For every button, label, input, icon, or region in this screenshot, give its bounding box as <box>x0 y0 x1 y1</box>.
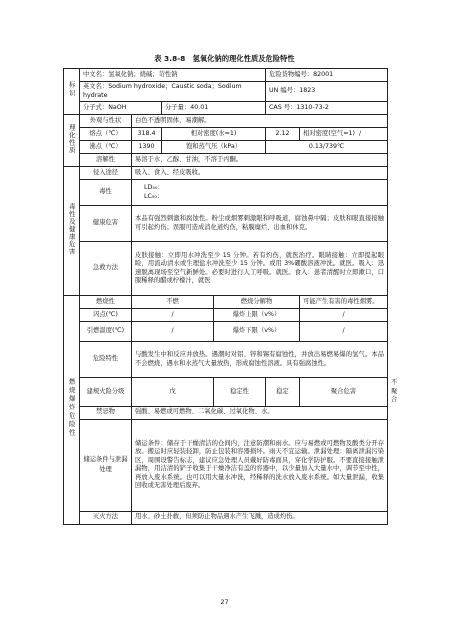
table-row <box>64 406 388 419</box>
boiling-value: 1390 <box>132 141 162 154</box>
table-row <box>64 342 388 378</box>
route-label: 侵入途径 <box>80 167 132 180</box>
decomposition-label: 燃烧分解物 <box>214 296 300 309</box>
incompat-label: 禁忌物 <box>80 406 132 419</box>
vapor-label: 饱和蒸气压（kPa） <box>162 141 266 154</box>
table-row <box>64 115 388 128</box>
ld50: LD₅₀： <box>144 184 164 191</box>
density-air-cell <box>300 128 388 141</box>
building-label: 建规火险分级 <box>80 378 132 407</box>
boiling-label: 沸点（℃） <box>80 141 132 154</box>
table-title: 表 3.8-8 氢氧化钠的理化性质及危险特性 <box>154 54 295 63</box>
upper-limit-value: / <box>300 309 388 322</box>
table-row <box>64 82 388 102</box>
table-row <box>64 102 388 115</box>
table-row <box>64 242 388 296</box>
table-row <box>64 511 388 524</box>
hazard-value: 本品有强烈刺激和腐蚀性。粉尘或烟雾刺激眼和呼吸道，腐蚀鼻中隔；皮肤和眼直接接触可引起灼伤；误服可造成消化道灼伤，粘膜糜烂、出血和休克。 <box>132 206 388 242</box>
polymer-label: 聚合危害 <box>300 378 388 407</box>
hazard-no: 危险货物编号：82001 <box>266 69 388 82</box>
table-row <box>64 180 388 206</box>
section-health: 毒性及健康危害 <box>64 167 80 296</box>
table-row <box>64 167 388 180</box>
storage-label: 储运条件与泄漏处理 <box>80 419 132 511</box>
section-properties: 理化性质 <box>64 115 80 167</box>
section-identification: 标识 <box>64 69 80 115</box>
density-air-label: 相对密度(空气=1) <box>303 129 355 137</box>
appearance-label: 外观与性状 <box>80 115 132 128</box>
decomposition-value: 可能产生有害的毒性烟雾。 <box>300 296 388 309</box>
route-value: 吸入、食入、经皮吸收。 <box>132 167 388 180</box>
toxicity-value <box>132 180 388 206</box>
density-water-value: 2.12 <box>266 128 300 141</box>
melting-value: 318.4 <box>132 128 162 141</box>
solubility-value: 易溶于水、乙醇、甘油，不溶于丙酮。 <box>132 154 388 167</box>
incompat-value: 强酸、易燃或可燃物、二氧化碳、过氧化物、水。 <box>132 406 388 419</box>
table-row: 建规火险分级 戊 稳定性 稳定 聚合危害 不聚合 <box>64 378 388 407</box>
table-row <box>64 419 388 511</box>
table-row <box>64 206 388 242</box>
table-row <box>64 69 388 82</box>
lower-limit-value: / <box>300 322 388 342</box>
appearance-value: 白色不透明固体，易潮解。 <box>132 115 388 128</box>
flammability-value: 不燃 <box>132 296 214 309</box>
lower-limit-label: 爆炸下限（v%） <box>214 322 300 342</box>
lc50: LC₅₀： <box>144 192 164 200</box>
ignition-label: 引燃温度(℃) <box>80 322 132 342</box>
storage-value: 储运条件：储存于干燥清洁的仓间内，注意防潮和雨水。应与易燃或可燃物及酸类分开存放。搬运时应轻装轻卸，防止包装和容器损坏。雨天不宜运输。泄漏处理：隔离泄漏污染区，周围设警告标志，建议应急处理人员戴好防毒面具，穿化学防护服。不要直接接触泄漏物，用洁清的铲子收集于干燥净洁有盖的容器中，以少量加入大量水中，调节至中性，再放入废水系统。也可以用大量水冲洗，经稀释的洗水放入废水系统。如大量泄漏，收集回收或无害处理后废弃。 <box>132 419 388 511</box>
table-row <box>64 309 388 322</box>
solubility-label: 溶解性 <box>80 154 132 167</box>
upper-limit-label: 爆炸上限（v%） <box>214 309 300 322</box>
section-fire: 燃烧爆炸危险性 <box>64 296 80 525</box>
table-row <box>64 141 388 154</box>
flash-label: 闪点(℃) <box>80 309 132 322</box>
density-water-label: 相对密度(水=1) <box>162 128 266 141</box>
firstaid-label: 急救方法 <box>80 242 132 296</box>
un-no: UN 编号：1823 <box>266 82 388 102</box>
table-row <box>64 296 388 309</box>
extinguish-label: 灭火方法 <box>80 511 132 524</box>
formula: 分子式：NaOH <box>80 102 162 115</box>
toxicity-label: 毒性 <box>80 180 132 206</box>
cn-name: 中文名：氢氧化钠；烧碱；苛性钠 <box>80 69 266 82</box>
flammability-label: 燃烧性 <box>80 296 132 309</box>
stability-value: 稳定 <box>266 378 300 407</box>
stability-label: 稳定性 <box>214 378 266 407</box>
page-number: 27 <box>220 598 229 606</box>
en-name: 英文名：Sodium hydroxide；Caustic soda；Sodium hydrate <box>80 82 266 102</box>
hazard-label: 健康危害 <box>80 206 132 242</box>
table-row <box>64 322 388 342</box>
table-row <box>64 154 388 167</box>
danger-label: 危险特性 <box>80 342 132 378</box>
ignition-value: / <box>132 322 214 342</box>
property-table <box>63 68 398 525</box>
melting-label: 熔点（℃） <box>80 128 132 141</box>
mol-weight: 分子量：40.01 <box>162 102 266 115</box>
building-value: 戊 <box>132 378 214 407</box>
firstaid-value: 皮肤接触：立即用水冲洗至少 15 分钟。若有灼伤，就医治疗。眼睛接触：立即提起眼睑，用流动清水或生理盐水冲洗至少 15 分钟。或用 3%硼酸溶液冲洗。就医。吸入：迅速脱离现场至空气新鲜处。必要时进行人工呼吸。就医。食入：患者清醒时立即漱口，口服稀释的醋或柠檬汁，就医 <box>132 242 388 296</box>
cas-no: CAS 号：1310-73-2 <box>266 102 388 115</box>
vapor-value: 0.13/739℃ <box>266 141 388 154</box>
density-air-value: / <box>359 129 362 137</box>
table-row <box>64 128 388 141</box>
danger-value: 与酸发生中和反应并放热。遇潮时对铝、锌和锡有腐蚀性，并放出易燃易爆的氢气。本品不会燃烧，遇水和水蒸气大量放热，形成腐蚀性溶液。具有强腐蚀性。 <box>132 342 388 378</box>
flash-value: / <box>132 309 214 322</box>
extinguish-value: 用水、砂土扑救，但须防止物品遇水产生飞溅，造成灼伤。 <box>132 511 388 524</box>
